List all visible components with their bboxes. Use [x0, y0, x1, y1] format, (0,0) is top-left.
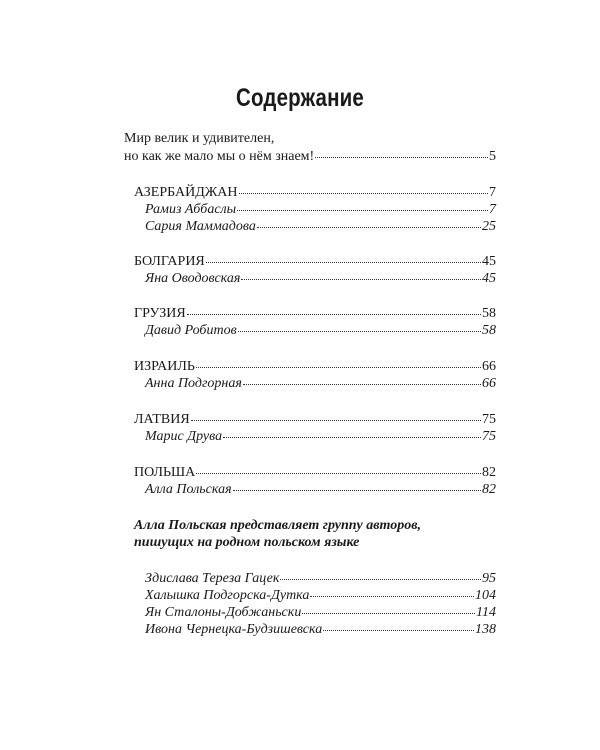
toc-page-number: 66	[482, 359, 496, 374]
toc-page-number: 58	[482, 323, 496, 338]
leader-dots	[302, 601, 475, 614]
leader-dots	[243, 372, 481, 385]
leader-dots	[315, 145, 488, 158]
author-label: Анна Подгорная	[145, 376, 242, 391]
toc-page-number: 138	[475, 622, 496, 637]
author-label: Яна Оводовская	[145, 271, 241, 286]
toc-page-number: 58	[482, 306, 496, 321]
author-label: Алла Польская	[145, 482, 232, 497]
toc-entry-author[interactable]	[145, 620, 496, 638]
toc-entry-author[interactable]	[145, 321, 496, 339]
leader-dots	[238, 319, 481, 332]
leader-dots	[257, 215, 481, 228]
leader-dots	[196, 355, 481, 368]
toc-page-number: 82	[482, 465, 496, 480]
toc-entry-author[interactable]	[145, 480, 496, 498]
toc-page-number: 45	[482, 254, 496, 269]
leader-dots	[323, 618, 474, 631]
leader-dots	[233, 478, 481, 491]
group-note-line-1: Алла Польская представляет группу авторов,	[134, 518, 421, 533]
author-label: Ивона Чернецка-Будзишевска	[145, 622, 323, 637]
leader-dots	[196, 461, 481, 474]
leader-dots	[206, 250, 481, 263]
country-label: ГРУЗИЯ	[134, 306, 186, 321]
author-label: Здислава Тереза Гацек	[145, 571, 280, 586]
toc-page-number: 66	[482, 376, 496, 391]
leader-dots	[191, 408, 481, 421]
country-label: ПОЛЬША	[134, 465, 196, 480]
toc-entry-author[interactable]	[145, 269, 496, 287]
country-label: ИЗРАИЛЬ	[134, 359, 195, 374]
leader-dots	[237, 198, 488, 211]
toc-page-number: 7	[489, 185, 496, 200]
toc-page-number: 25	[482, 219, 496, 234]
toc-entry-author[interactable]	[145, 427, 496, 445]
leader-dots	[310, 584, 474, 597]
toc-entry-intro[interactable]	[124, 147, 496, 165]
toc-page-number: 75	[482, 429, 496, 444]
author-label: Халышка Подгорска-Дутка	[145, 588, 310, 603]
toc-entry-author[interactable]	[145, 217, 496, 235]
leader-dots	[280, 567, 481, 580]
leader-dots	[187, 302, 481, 315]
leader-dots	[239, 181, 488, 194]
toc-page-number: 95	[482, 571, 496, 586]
toc-page-number: 114	[476, 605, 496, 620]
author-label: Марис Друва	[145, 429, 223, 444]
author-label: Давид Робитов	[145, 323, 237, 338]
country-label: АЗЕРБАЙДЖАН	[134, 185, 238, 200]
group-note-line-2: пишущих на родном польском языке	[134, 535, 360, 550]
toc-page-number: 5	[489, 149, 496, 164]
toc-entry-label: но как же мало мы о нём знаем!	[124, 149, 315, 164]
leader-dots	[223, 425, 481, 438]
toc-page-number: 45	[482, 271, 496, 286]
leader-dots	[241, 267, 481, 280]
intro-line-1: Мир велик и удивителен,	[124, 131, 275, 146]
country-label: БОЛГАРИЯ	[134, 254, 205, 269]
author-label: Сария Маммадова	[145, 219, 256, 234]
page-title: Содержание	[236, 84, 364, 112]
author-label: Ян Сталоны-Добжаньски	[145, 605, 302, 620]
toc-page-number: 75	[482, 412, 496, 427]
toc-page-number: 82	[482, 482, 496, 497]
toc-page-number: 7	[489, 202, 496, 217]
toc-page-number: 104	[475, 588, 496, 603]
author-label: Рамиз Аббаслы	[145, 202, 237, 217]
toc-entry-author[interactable]	[145, 374, 496, 392]
country-label: ЛАТВИЯ	[134, 412, 190, 427]
